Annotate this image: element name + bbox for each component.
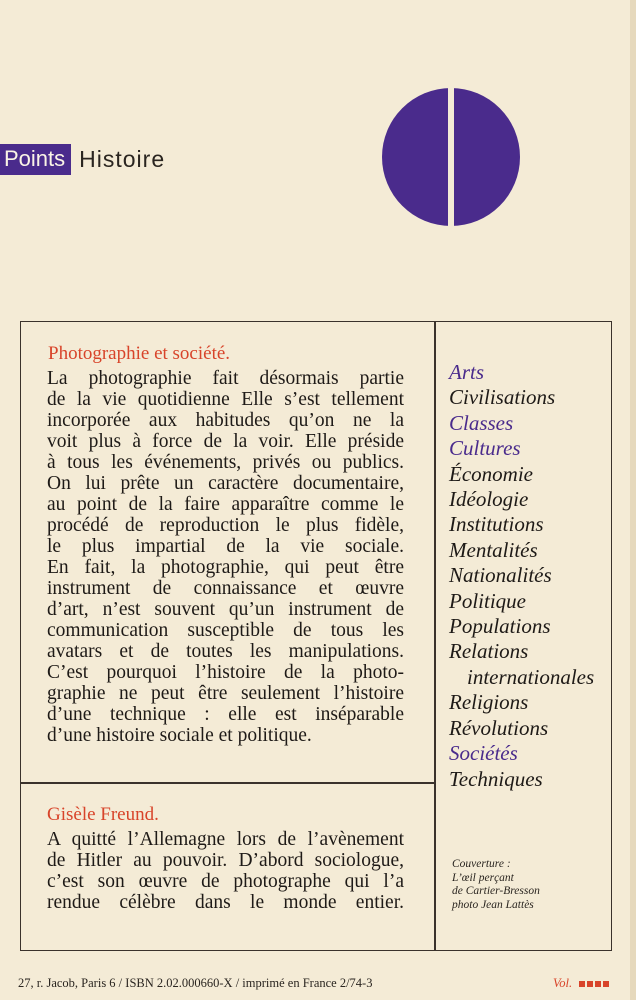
description-line: instrument de connaissance et œuvre (47, 578, 404, 599)
topic-item: Populations (449, 614, 551, 639)
volume-mark-icon (603, 981, 609, 987)
description-line: le plus impartial de la vie sociale. (47, 536, 404, 557)
volume-mark-icon (595, 981, 601, 987)
cover-credit-line: Couverture : (452, 858, 511, 870)
description-line: d’une histoire sociale et politique. (47, 725, 312, 746)
cover-credit-line: photo Jean Lattès (452, 898, 534, 911)
cover-credit (452, 858, 540, 912)
description-line: voit plus à force de la voir. Elle préside (47, 431, 404, 452)
bio-line: A quitté l’Allemagne lors de l’avènement (47, 829, 404, 850)
volume-label: Vol. (553, 976, 573, 990)
description-line: incorporée aux habitudes qu’on ne la (47, 410, 404, 431)
volume-mark-icon (579, 981, 585, 987)
author-bio (47, 829, 404, 913)
author-name: Gisèle Freund. (47, 804, 159, 825)
description-line: avatars et de toutes les manipulations. (47, 641, 404, 662)
book-title: Photographie et société. (48, 343, 231, 364)
cover-credit-line: L’œil perçant (452, 871, 514, 884)
topic-item: Politique (449, 588, 526, 613)
description-line: communication susceptible de tous les (47, 620, 404, 641)
description-line: au point de la faire apparaître comme le (47, 494, 404, 515)
topic-item: Institutions (449, 512, 544, 537)
description-line: d’art, n’est souvent qu’un instrument de (47, 599, 404, 620)
topic-item: Civilisations (449, 385, 556, 410)
book-description (47, 368, 404, 746)
series-name: Histoire (79, 146, 166, 172)
bio-line: rendue célèbre dans le monde entier. (47, 892, 404, 913)
description-line: graphie ne peut être seulement l’histoire (47, 683, 404, 704)
volume-mark-icon (587, 981, 593, 987)
topic-item: Relations (449, 639, 529, 664)
topic-item: Techniques (449, 766, 543, 791)
description-line: à tous les événements, privés ou publics. (47, 452, 404, 473)
description-line: de la vie quotidienne Elle s’est tellement (47, 389, 404, 410)
panel-horizontal-divider (20, 782, 435, 784)
imprint-line: 27, r. Jacob, Paris 6 / ISBN 2.02.000660-X / imprimé en France 2/74-3 (18, 976, 373, 990)
bio-line: de Hitler au pouvoir. D’abord sociologue, (47, 850, 404, 871)
points-circle-logo-icon (382, 88, 520, 226)
bio-line: c’est son œuvre de photographe qui l’a (47, 871, 404, 892)
description-line: On lui prête un caractère documentaire, (47, 473, 404, 494)
collection-brand (0, 144, 165, 175)
description-line: En fait, la photographie, qui peut être (47, 557, 404, 578)
topic-item: Arts (449, 360, 485, 384)
topic-item: Classes (449, 410, 514, 435)
topic-item: Idéologie (449, 487, 529, 512)
topic-item: Religions (449, 690, 529, 715)
topic-item: Sociétés (449, 741, 518, 766)
volume-indicator (553, 976, 609, 991)
volume-marks (577, 981, 609, 987)
topic-item: Révolutions (449, 715, 549, 740)
points-logo-box: Points (0, 144, 71, 175)
topics-list (449, 360, 594, 792)
topic-item: Cultures (449, 436, 521, 461)
description-line: C’est pourquoi l’histoire de la photo- (47, 662, 404, 683)
topic-item: internationales (467, 664, 595, 689)
spine-edge (630, 0, 636, 1000)
description-line: La photographie fait désormais partie (47, 368, 404, 389)
topic-item: Nationalités (449, 563, 552, 588)
topic-item: Économie (449, 461, 533, 486)
cover-credit-line: de Cartier-Bresson (452, 885, 540, 897)
topic-item: Mentalités (449, 537, 538, 562)
description-line: d’une technique : elle est inséparable (47, 704, 404, 725)
description-line: procédé de reproduction le plus fidèle, (47, 515, 404, 536)
panel-vertical-divider (434, 321, 436, 951)
